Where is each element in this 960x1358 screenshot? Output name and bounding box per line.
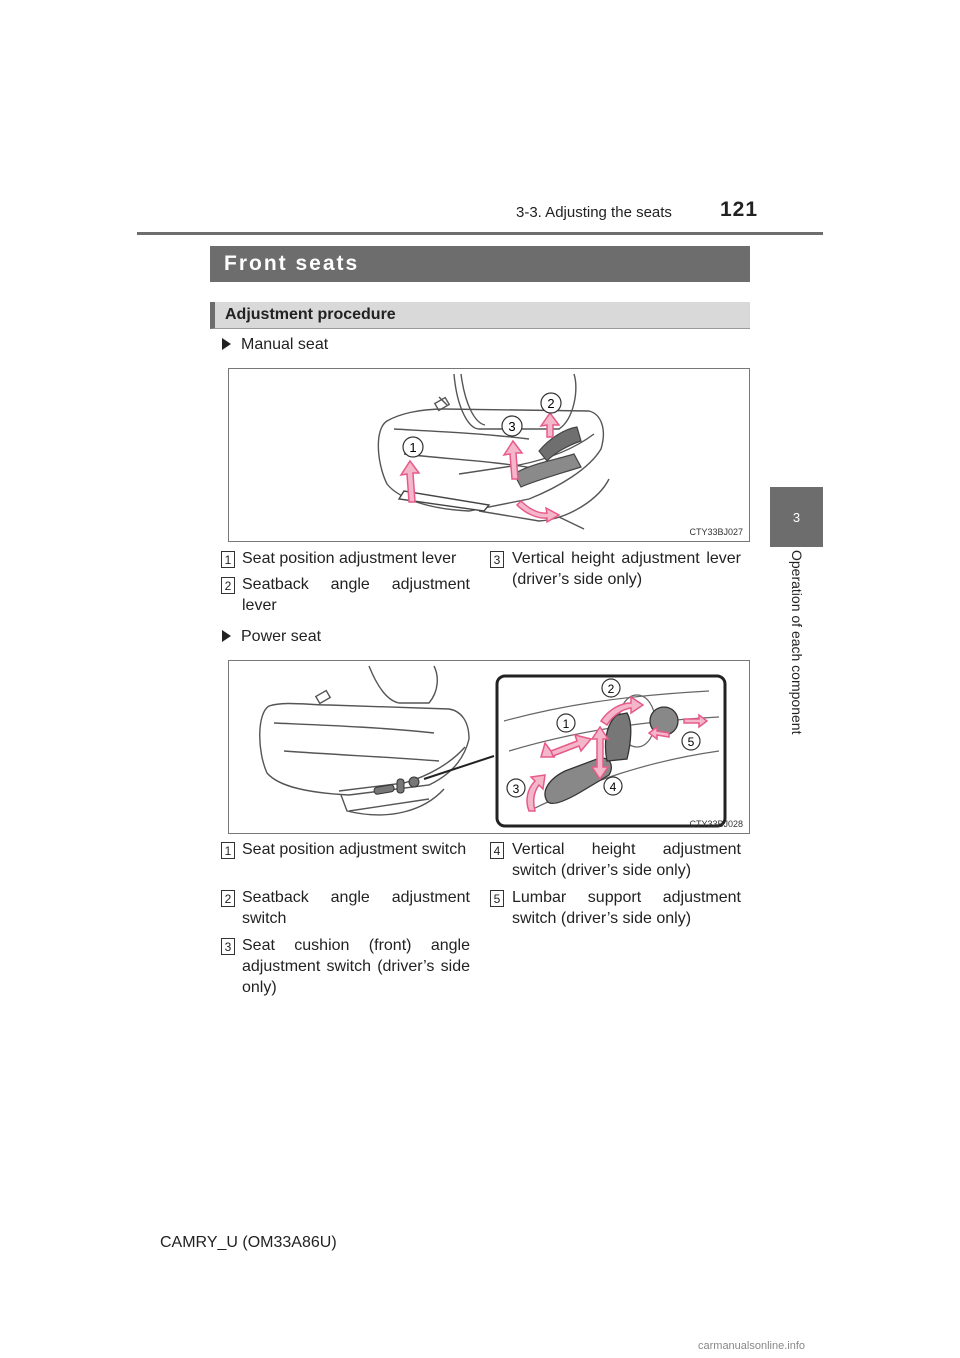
manual-callouts	[403, 393, 561, 457]
page-title: Front seats	[210, 246, 750, 282]
subsection-title: Adjustment procedure	[210, 302, 750, 329]
chapter-tab: 3	[770, 487, 823, 547]
callout-4-label: 4	[609, 780, 617, 794]
power-item-1-text: Seat position adjustment switch	[242, 841, 467, 858]
power-item-2-number: 2	[221, 890, 235, 907]
callout-3-label: 3	[508, 419, 516, 434]
power-item-5-text: Lumbar support adjustment switch (driver’s side only)	[512, 889, 741, 927]
watermark: carmanualsonline.info	[698, 1340, 806, 1352]
power-item-5-number: 5	[490, 890, 504, 907]
power-item-4-text: Vertical height adjustment switch (driver’s side only)	[512, 841, 741, 879]
manual-figure-code: CTY33BJ027	[689, 527, 743, 537]
callout-2-label: 2	[547, 396, 555, 411]
power-item-1-number: 1	[221, 842, 235, 859]
chapter-title-text: Operation of each component	[788, 550, 805, 735]
section-heading: 3-3. Adjusting the seats	[516, 204, 672, 221]
manual-seat-heading-text: Manual seat	[241, 336, 329, 353]
manual-seat-illustration	[229, 369, 749, 541]
page-number: 121	[720, 198, 759, 221]
manual-item-3-text: Vertical height adjustment lever (driver’s side only)	[512, 550, 741, 588]
power-item-3-text: Seat cushion (front) angle adjustment switch (driver’s side only)	[242, 937, 470, 996]
bullet-triangle-icon	[222, 630, 231, 642]
manual-seat-figure	[228, 368, 750, 542]
bullet-triangle-icon	[222, 338, 231, 350]
chapter-title	[770, 550, 823, 750]
manual-item-2-text: Seatback angle adjustment lever	[242, 576, 470, 614]
power-seat-outline	[260, 666, 469, 815]
manual-seat-heading	[222, 336, 328, 354]
power-figure-code: CTY33BJ028	[689, 819, 743, 829]
manual-item-1-number: 1	[221, 551, 235, 568]
callout-1-label: 1	[562, 717, 570, 731]
manual-item-3-number: 3	[490, 551, 504, 568]
header-rule	[137, 232, 823, 235]
power-item-3-number: 3	[221, 938, 235, 955]
power-seat-figure	[228, 660, 750, 834]
power-seat-heading-text: Power seat	[241, 628, 322, 645]
manual-item-2-number: 2	[221, 577, 235, 594]
zoom-connector	[424, 756, 494, 779]
callout-5-label: 5	[687, 735, 695, 749]
power-seat-illustration	[229, 661, 749, 833]
power-seat-heading	[222, 628, 321, 646]
footer-model: CAMRY_U (OM33A86U)	[160, 1234, 337, 1251]
callout-2-label: 2	[607, 682, 615, 696]
callout-1-label: 1	[409, 440, 417, 455]
power-item-4-number: 4	[490, 842, 504, 859]
manual-item-1-text: Seat position adjustment lever	[242, 550, 457, 567]
callout-3-label: 3	[512, 782, 520, 796]
power-item-2-text: Seatback angle adjustment switch	[242, 889, 470, 927]
